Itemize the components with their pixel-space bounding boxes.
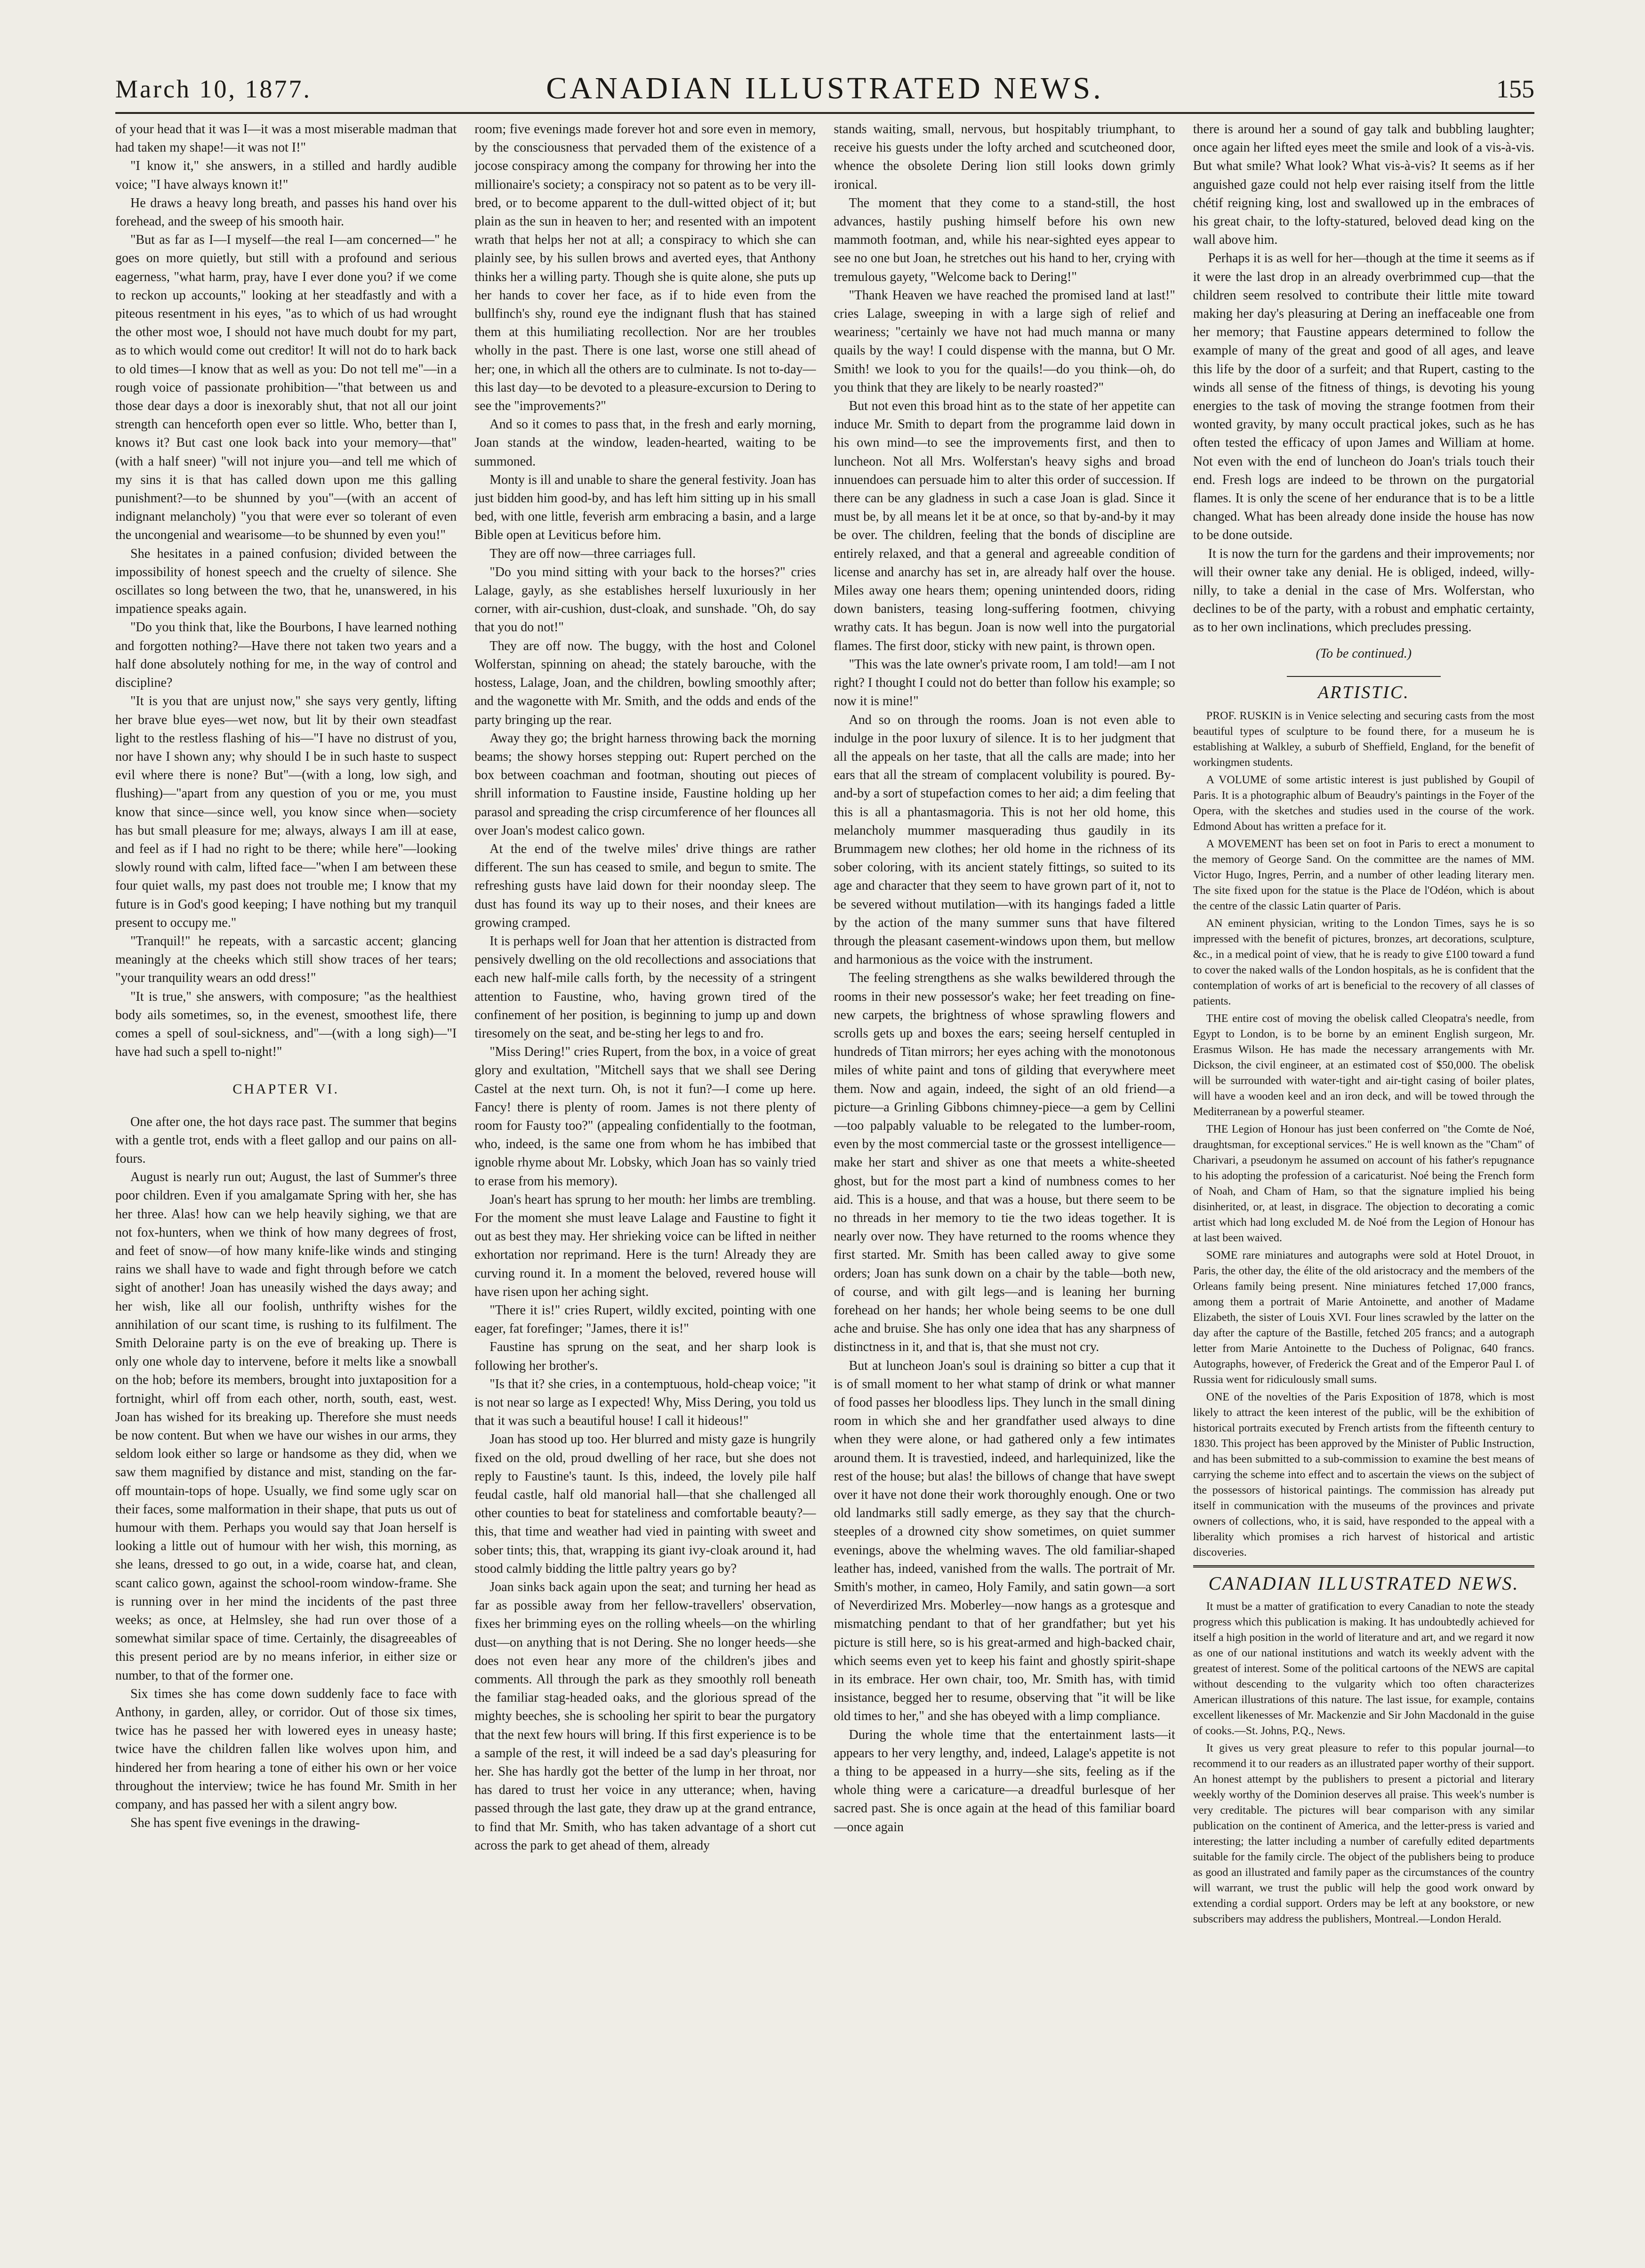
news-item: It gives us very great pleasure to refer to this popular journal—to recommend it to our readers as an illustrated paper worthy of their support. An honest attempt by the publishers to present a pictorial and literary weekly worthy of the Dominion deserves all praise. This week's number is very creditable. The pictures will bear comparison with any similar publication on the continent of America, and the letter-press is varied and interesting; the latter including a number of carefully edited departments suitable for the family circle. The object of the publishers being to produce as good an illustrated and family paper as the circumstances of the country will warrant, we trust the public will help the good work onward by extending a cordial support. Orders may be left at any bookstore, or new subscribers may address the publishers, Montreal.—London Herald. bbox=[1193, 1742, 1534, 1926]
paragraph: But not even this broad hint as to the state of her appetite can induce Mr. Smith to depart from the programme laid down in his own mind—to see the improvements first, and then to luncheon. Not all Mrs. Wolferstan's heavy sighs and broad innuendoes can persuade him to alter this order of succession. If there can be any gladness in such a case Joan is glad. Since it must be, by all means let it be at once, so that by-and-by it may be over. The children, feeling that the bonds of discipline are entirely relaxed, and that a general and agreeable condition of license and anarchy has set in, are already half over the house. Miles away one hears them; opening unintended doors, riding down banisters, teasing long-suffering footmen, chivying wrathy cats. It has begun. Joan is now well into the purgatorial flames. The first door, sticky with new paint, is thrown open. bbox=[834, 399, 1175, 653]
paragraph: She has spent five evenings in the drawing- bbox=[130, 1816, 360, 1831]
paragraph: At the end of the twelve miles' drive things are rather different. The sun has ceased to smile, and begun to smite. The refreshing gusts have laid down for their noonday sleep. The dust has found its way up to their noses, and their knees are growing cramped. bbox=[474, 841, 816, 930]
paragraph: And so on through the rooms. Joan is not even able to indulge in the poor luxury of silence. It is to her judgment that all the appeals on her taste, that all the calls are made; into her ears that all the stream of complacent volubility is poured. By-and-by a sort of stupefaction comes to her aid; a dim feeling that this is all a phantasmagoria. This is not her old home, this melancholy mummer masquerading thus gaudily in its Brummagem new clothes; her old home in the richness of its sober coloring, with its ancient stately fittings, so suited to its age and character that they seem to have grown part of it, not to be severed without mutilation—with its hangings faded a little by the action of the many summer suns that have filtered through the pleasant casement-windows upon them, but mellow and harmonious as the voice with the instrument. bbox=[834, 712, 1175, 967]
news-item: AN eminent physician, writing to the London Times, says he is so impressed with the benefit of pictures, bronzes, art decorations, sculpture, &c., in a medical point of view, that he is ready to give £100 toward a fund to cover the naked walls of the London hospitals, as he is confident that the contemplation of works of art is beneficial to the recovery of all classes of patients. bbox=[1193, 917, 1534, 1008]
paragraph: Perhaps it is as well for her—though at the time it seems as if it were the last drop in an already overbrimmed cup—that the children seem resolved to contribute their little mite toward making her day's pleasuring at Dering an ineffaceable one from her memory; that Faustine appears determined to follow the example of many of the great and good of all ages, and leave this life by the door of a surfeit; and that Rupert, casting to the winds all sense of the fitness of things, is devoting his young energies to the task of moving the strange footmen from their wonted gravity, by many occult practical jokes, such as he has often tested the efficacy of upon James and William at home. Not even with the end of luncheon do Joan's trials touch their end. Fresh logs are indeed to be thrown on the purgatorial flames. It is only the scene of her endurance that is to be a little changed. What has been already done inside the house has now to be done outside. bbox=[1193, 251, 1534, 543]
paragraph: Six times she has come down suddenly face to face with Anthony, in garden, alley, or corridor. Out of those six times, twice has he passed her with lowered eyes in uneasy haste; twice have the children fallen like wolves upon him, and hindered her from hearing a tone of either his own or her voice throughout the interview; twice he has found Mr. Smith in her company, and has passed her with a silent angry bow. bbox=[115, 1686, 457, 1812]
paragraph: "Tranquil!" he repeats, with a sarcastic accent; glancing meaningly at the cheeks which still show traces of her tears; "your tranquility wears an odd dress!" bbox=[115, 933, 457, 986]
masthead-title: CANADIAN ILLUSTRATED NEWS. bbox=[546, 71, 1104, 105]
paragraph: One after one, the hot days race past. The summer that begins with a gentle trot, ends with a fleet gallop and our pains on all-fours. bbox=[115, 1114, 457, 1166]
paragraph: The feeling strengthens as she walks bewildered through the rooms in their new possessor's wake; her feet treading on fine-new carpets, the brightness of whose sprawling flowers and scrolls gets up and boxes the ears; seeing herself centupled in hundreds of Titan mirrors; her eyes aching with the monotonous miles of white paint and tons of gilding that everywhere meet them. Now and again, indeed, the sight of an old friend—a picture—a Grinling Gibbons chimney-piece—a gem by Cellini—too palpably valuable to be relegated to the lumber-room, even by the most commercial taste or the grossest intelligence—make her start and shiver as one that meets a white-sheeted ghost, but for the most part a kind of numbness comes to her aid. This is a house, and that was a house, but there seem to be no threads in her memory to tie the two ideas together. It is nearly over now. They have returned to the rooms whence they first started. Mr. Smith has been called away to give some orders; Joan has sunk down on a chair by the table—both new, of course, and with gilt legs—and is leaning her burning forehead on her hands; her whole being seems to be one dull ache and bruise. She has only one idea that has any sharpness of distinctness in it, and that is, that she must not cry. bbox=[834, 971, 1175, 1355]
paragraph: room; five evenings made forever hot and sore even in memory, by the consciousness that pervaded them of the existence of a jocose conspiracy among the company for throwing her into the millionaire's society; a conspiracy not so patent as to be very ill-bred, or to become apparent to the dull-witted object of it; but plain as the sun in heaven to her; and resented with an impotent wrath that helps her not at all; a conspiracy to which she can plainly see, by his sullen brows and averted eyes, that Anthony thinks her a willing party. Though she is quite alone, she puts up her hands to cover her face, as if to hide even from the bullfinch's shy, round eye the indignant flush that has stained them at this humiliating recollection. Nor are her troubles wholly in the past. There is one last, worse one still ahead of her; one, in which all the others are to culminate. Is not to-day—this last day—to be devoted to a pleasure-excursion to Dering to see the "improvements?" bbox=[474, 122, 816, 414]
paragraph: Away they go; the bright harness throwing back the morning beams; the showy horses stepping out: Rupert perched on the box between coachman and footman, shouting out pieces of shrill information to Faustine inside, Faustine holding up her parasol and spreading the crisp circumference of her flounces all over Joan's modest calico gown. bbox=[474, 731, 816, 838]
paragraph: Faustine has sprung on the seat, and her sharp look is following her brother's. bbox=[474, 1340, 816, 1373]
paragraph: It is now the turn for the gardens and their improvements; nor will their owner take any denial. He is obliged, indeed, willy-nilly, to take a denial in the case of Mrs. Wolferstan, who declines to be of the party, with a robust and emphatic certainty, as to her own inclinations, which precludes pressing. bbox=[1193, 546, 1534, 635]
paragraph: Joan's heart has sprung to her mouth: her limbs are trembling. For the moment she must leave Lalage and Faustine to fight it out as best they may. Her shrieking voice can be lifted in neither exhortation nor reprimand. Here is the turn! Already they are curving round it. In a moment the beloved, revered house will have risen upon her aching sight. bbox=[474, 1192, 816, 1299]
artistic-section bbox=[1193, 708, 1534, 1560]
news-item: THE entire cost of moving the obelisk called Cleopatra's needle, from Egypt to London, is to be borne by an eminent English surgeon, Mr. Erasmus Wilson. He has made the necessary arrangements with Mr. Dickson, the civil engineer, at an estimated cost of $50,000. The obelisk will be surrounded with water-tight and air-tight casing of boiler plates, will have a wooden keel and an iron deck, and will be towed through the Mediterranean by a powerful steamer. bbox=[1193, 1013, 1534, 1118]
paragraph: "I know it," she answers, in a stilled and hardly audible voice; "I have always known it!" bbox=[115, 159, 457, 192]
chapter-heading: CHAPTER VI. bbox=[233, 1081, 340, 1097]
paragraph: "Is that it? she cries, in a contemptuous, hold-cheap voice; "it is not near so large as I expected! Why, Miss Dering, you told us that it was such a beautiful house! I call it hideous!" bbox=[474, 1376, 816, 1429]
paragraph: Monty is ill and unable to share the general festivity. Joan has just bidden him good-by, and has left him sitting up in his small bed, with one little, feverish arm embracing a basin, and a large Bible open at Leviticus before him. bbox=[474, 472, 816, 543]
paragraph: The moment that they come to a stand-still, the host advances, hastily pushing himself before his own new mammoth footman, and, while his near-sighted eyes appear to see no one but Joan, he stretches out his hand to her, crying with tremulous gayety, "Welcome back to Dering!" bbox=[834, 195, 1175, 284]
paragraph: They are off now. The buggy, with the host and Colonel Wolferstan, spinning on ahead; the stately barouche, with the hostess, Lalage, Joan, and the children, bowling smoothly after; and the wagonette with Mr. Smith, and the odds and ends of the party bringing up the rear. bbox=[474, 638, 816, 727]
paragraph: They are off now—three carriages full. bbox=[489, 546, 696, 561]
paragraph: He draws a heavy long breath, and passes his hand over his forehead, and the sweep of his smooth hair. bbox=[115, 195, 457, 229]
header-rule bbox=[115, 112, 1534, 114]
news-item: A MOVEMENT has been set on foot in Paris to erect a monument to the memory of George Sand. On the committee are the names of MM. Victor Hugo, Ingres, Perrin, and a number of other leading literary men. The site fixed upon for the statue is the Place de l'Odéon, which is about the centre of the classic Latin quarter of Paris. bbox=[1193, 838, 1534, 913]
cin-heading: CANADIAN ILLUSTRATED NEWS. bbox=[1208, 1573, 1519, 1594]
page-header bbox=[115, 71, 1534, 108]
paragraph: "There it is!" cries Rupert, wildly excited, pointing with one eager, fat forefinger; "James, there it is!" bbox=[474, 1303, 816, 1336]
artistic-heading: ARTISTIC. bbox=[1317, 682, 1410, 702]
column-2 bbox=[474, 120, 816, 2229]
paragraph: there is around her a sound of gay talk and bubbling laughter; once again her lifted eyes meet the smile and look of a vis-à-vis. But what smile? What look? What vis-à-vis? It seems as if her anguished gaze could not help ever raising itself from the little chétif reigning king, lost and swallowed up in the embraces of his great chair, to the lofty-statured, beloved dead king on the wall above him. bbox=[1193, 122, 1534, 248]
issue-date: March 10, 1877. bbox=[115, 75, 312, 103]
paragraph: "Thank Heaven we have reached the promised land at last!" cries Lalage, sweeping in with a large sigh of relief and weariness; "certainly we have not had much manna or many quails by the way! I could dispense with the manna, but O Mr. Smith! we look to you for the quails!—do you think—oh, do you think that they are likely to be nearly roasted?" bbox=[834, 288, 1175, 395]
paragraph: stands waiting, small, nervous, but hospitably triumphant, to receive his guests under the lofty arched and scutcheoned door, whence the obsolete Dering lion still looks down grimly ironical. bbox=[834, 122, 1175, 192]
paragraph: of your head that it was I—it was a most miserable madman that had taken my shape!—it was not I!" bbox=[115, 122, 457, 155]
paragraph: "This was the late owner's private room, I am told!—am I not right? I thought I could not do better than follow his example; so now it is mine!" bbox=[834, 657, 1175, 709]
column-3 bbox=[834, 120, 1175, 2229]
paragraph: "It is true," she answers, with composure; "as the healthiest body ails sometimes, so, in the evenest, smoothest life, there comes a spell of soul-sickness, and"—(with a long sigh)—"I have had such a spell to-night!" bbox=[115, 989, 457, 1060]
columns bbox=[115, 120, 1534, 2229]
paragraph: During the whole time that the entertainment lasts—it appears to her very lengthy, and, indeed, Lalage's appetite is not a thing to be appeased in a hurry—she sits, feeling as if the whole thing were a caricature—a dreadful burlesque of her sacred past. She is once again at the head of this familiar board—once again bbox=[834, 1727, 1175, 1834]
news-item: ONE of the novelties of the Paris Exposition of 1878, which is most likely to attract the keen interest of the public, will be the exhibition of historical portraits executed by French artists from the fifteenth century to 1830. This project has been approved by the Minister of Public Instruction, and has been submitted to a sub-commission to examine the best means of carrying the scheme into effect and to ascertain the views on the subject of the possessors of historical paintings. The commission has already put itself in communication with the museums of the provinces and private owners of collections, who, it is said, have responded to the appeal with a liberality which promises a rich harvest of historical and artistic discoveries. bbox=[1193, 1391, 1534, 1559]
paragraph: She hesitates in a pained confusion; divided between the impossibility of honest speech and the cruelty of silence. She oscillates so long between the two, that he, unanswered, in his impatience speaks again. bbox=[115, 546, 457, 617]
paragraph: "Miss Dering!" cries Rupert, from the box, in a voice of great glory and exultation, "Mitchell says that we shall see Dering Castel at the next turn. Oh, is not it fun?—I come up here. Fancy! there is plenty of room. James is not there plenty of room for Fausty too?" (appealing confidentially to the footman, who, indeed, is the same one from whom he has imbibed that ignoble rhyme about Mr. Lobsky, which Joan has so vainly tried to erase from his memory). bbox=[474, 1045, 816, 1189]
column-1 bbox=[115, 120, 457, 2229]
paragraph: "It is you that are unjust now," she says very gently, lifting her brave blue eyes—wet now, but lit by their own steadfast light to the restless flashing of his—"I have no distrust of you, nor have I shown any; why should I be in such haste to suspect evil where there is none? But"—(with a long, low sigh, and flushing)—"apart from any question of you or me, you must know that since—since well, you know since when—society has but small pleasure for me; always, always I am ill at ease, and feel as if I had no right to be there; while here"—looking slowly round with calm, lifted face—"when I am between these four quiet walls, my past does not trouble me; I know that my future is in God's good keeping; I have nothing but my tranquil present to occupy me." bbox=[115, 694, 457, 930]
section-double-rule bbox=[1193, 1565, 1534, 1568]
paragraph: "Do you mind sitting with your back to the horses?" cries Lalage, gayly, as she establishes herself luxuriously in her corner, with air-cushion, dust-cloak, and sunshade. "Oh, do say that you do not!" bbox=[474, 564, 816, 635]
news-item: PROF. RUSKIN is in Venice selecting and securing casts from the most beautiful types of sculpture to be found there, for a museum he is establishing at Walkley, a suburb of Sheffield, England, for the benefit of workingmen students. bbox=[1193, 710, 1534, 769]
section-rule bbox=[1287, 676, 1440, 677]
paragraph: August is nearly run out; August, the last of Summer's three poor children. Even if you amalgamate Spring with her, she has her three. Alas! how can we help heavily sighing, we that are not fox-hunters, when we think of how many degrees of frost, and feet of snow—of how many knife-like winds and stinging rains we shall have to wade and fight through before we catch sight of another! Joan has uneasily wished the days away; and her wish, like all our foolish, unthrifty wishes for the annihilation of our scant time, is rushing to its fulfilment. The Smith Deloraine party is on the eve of breaking up. There is only one whole day to intervene, before it melts like a snowball on the hob; before its members, brought into juxtaposition for a fortnight, whirl off from each other, north, south, east, west. Joan has wished for its breaking up. Therefore she must needs be now content. But when we have our wishes in our arms, they seldom look either so large or handsome as they did, when we saw them magnified by distance and mist, standing on the far-off mountain-tops of hope. Usually, we find some ugly scar on their faces, some malformation in their shape, that puts us out of humour with them. Perhaps you would say that Joan herself is looking a little out of humour with her wish, this morning, as she leans, dressed to go out, in a wide, coarse hat, and clean, scant calico gown, against the school-room window-frame. She is running over in her mind the incidents of the past three weeks; as once, at Helmsley, she had run over those of a somewhat similar space of time. Certainly, the disagreeables of this present period are by no means inferior, in either size or number, to that of the former one. bbox=[115, 1170, 457, 1683]
news-item: THE Legion of Honour has just been conferred on "the Comte de Noé, draughtsman, for exceptional services." He is well known as the "Cham" of Charivari, a pseudonym he assumed on account of his father's repugnance to his adopting the profession of a caricaturist. Noé being the French form of Noah, and Cham of Ham, so that the signature implied his being disinherited, or, at least, in disgrace. The objection to decorating a comic artist which had long excluded M. de Noé from the Legion of Honour has at last been waived. bbox=[1193, 1123, 1534, 1245]
news-item: It must be a matter of gratification to every Canadian to note the steady progress which this publication is making. It has undoubtedly achieved for itself a high position in the world of literature and art, and we regard it now as one of our national institutions and watch its weekly advent with the greatest of interest. Some of the political cartoons of the NEWS are capital without descending to the vulgarity which too often characterizes American illustrations of this nature. The last issue, for example, contains excellent likenesses of Mr. Mackenzie and Sir John Macdonald in the guise of cooks.—St. Johns, P.Q., News. bbox=[1193, 1600, 1534, 1737]
paragraph: And so it comes to pass that, in the fresh and early morning, Joan stands at the window, leaden-hearted, waiting to be summoned. bbox=[474, 417, 816, 469]
paragraph: But at luncheon Joan's soul is draining so bitter a cup that it is of small moment to her what stamp of drink or what manner of food passes her bloodless lips. They lunch in the small dining room in which she and her grandfather used always to dine when they were alone, or had gathered only a few intimates around them. It is travestied, indeed, and harlequinized, like the rest of the house; but alas! the billows of change that have swept over it have not done their work thoroughly enough. One or two old landmarks still sadly emerge, as they say that the church-steeples of a drowned city show sometimes, on quiet summer evenings, above the whelming waves. The old familiar-shaped leather has, indeed, vanished from the walls. The portrait of Mr. Smith's mother, in cameo, Holy Family, and satin gown—a sort of Neverdirized Mrs. Moberley—now hangs as a grotesque and mismatching pendant to that of her grandfather; but yet his picture is still here, so is his great-armed and high-backed chair, which seems even yet to keep his faint and ghostly spirit-shape in its embrace. Her own chair, too, Mr. Smith has, with timid insistance, begged her to resume, observing that "it will be like old times to her," and she has obeyed with a limp compliance. bbox=[834, 1358, 1175, 1724]
paragraph: "But as far as I—I myself—the real I—am concerned—" he goes on more quietly, but still with a profound and serious eagerness, "what harm, pray, have I ever done you? if we come to reckon up accounts," looking at her steadfastly and with a piteous resentment in his eyes, "as to which of us had wrought the other most woe, I should not have much doubt for my part, as to which would come out creditor! It will not do to hark back to old times—I know that as well as you: Do not tell me"—in a rough voice of passionate prohibition—"that between us and those dear days a door is inexorably shut, that not all our joint strength can henceforth open ever so little. Who, better than I, knows it? But cast one look back into your memory—that" (with a half sneer) "will not injure you—and tell me which of my sins it is that has called down upon me this galling punishment?—to be shunned by you"—(with an accent of indignant melancholy) "you that were ever so tolerant of even the uncongenial and wearisome—to be shunned by even you!" bbox=[115, 233, 457, 543]
page-number: 155 bbox=[1496, 75, 1534, 103]
paragraph: It is perhaps well for Joan that her attention is distracted from pensively dwelling on the old recollections and associations that each new half-mile calls forth, by the necessity of a stringent attention to Faustine, who, having grown tired of the confinement of her position, is beginning to jump up and down tiresomely on the seat, and be-sting her legs to and fro. bbox=[474, 933, 816, 1041]
column-4 bbox=[1193, 120, 1534, 2229]
news-item: A VOLUME of some artistic interest is just published by Goupil of Paris. It is a photographic album of Beaudry's paintings in the Foyer of the Opera, with the sketches and studies used in the course of the work. Edmond About has written a preface for it. bbox=[1193, 774, 1534, 833]
paragraph: Joan sinks back again upon the seat; and turning her head as far as possible away from her fellow-travellers' observation, fixes her brimming eyes on the rolling wheels—on the whirling dust—on anything that is not Dering. She no longer heeds—she does not even hear any more of the children's jibes and comments. All through the park as they smoothly roll beneath the familiar stag-headed oaks, and the glorious spread of the mighty beeches, she is schooling her spirit to bear the purgatory that the next few hours will bring. If this first experience is to be a sample of the rest, it will indeed be a sad day's pleasuring for her. She has hardly got the better of the lump in her throat, nor has dared to trust her voice in any utterance; when, having passed through the last gate, they draw up at the grand entrance, to find that Mr. Smith, who has taken advantage of a short cut across the park to get ahead of them, already bbox=[474, 1580, 816, 1853]
news-item: SOME rare miniatures and autographs were sold at Hotel Drouot, in Paris, the other day, the élite of the old aristocracy and the members of the Orleans family being present. Nine miniatures fetched 17,000 francs, among them a portrait of Marie Antoinette, and another of Madame Elizabeth, the sister of Louis XVI. Four lines scrawled by the latter on the day after the capture of the Bastille, fetched 205 francs; and a autograph letter from Marie Antoinette to the Duchess of Polignac, 640 francs. Autographs, however, of Frederick the Great and of the Emperor Paul I. of Russia went for ridiculously small sums. bbox=[1193, 1249, 1534, 1386]
cin-section bbox=[1193, 1599, 1534, 1927]
paragraph: "Do you think that, like the Bourbons, I have learned nothing and forgotten nothing?—Have there not taken two years and a half done absolutely nothing for me, in the way of control and discipline? bbox=[115, 620, 457, 691]
paragraph: Joan has stood up too. Her blurred and misty gaze is hungrily fixed on the old, proud dwelling of her race, but she does not reply to Faustine's taunt. Is this, indeed, the lovely pile half feudal castle, half old manorial hall—that she challenged all other counties to beat for stateliness and comfortable beauty?—this, that time and weather had vied in painting with sweet and sober tints; this, that, wrapping its giant ivy-cloak around it, had stood calmly bidding the little paltry years go by? bbox=[474, 1432, 816, 1576]
to-be-continued: (To be continued.) bbox=[1316, 646, 1412, 661]
